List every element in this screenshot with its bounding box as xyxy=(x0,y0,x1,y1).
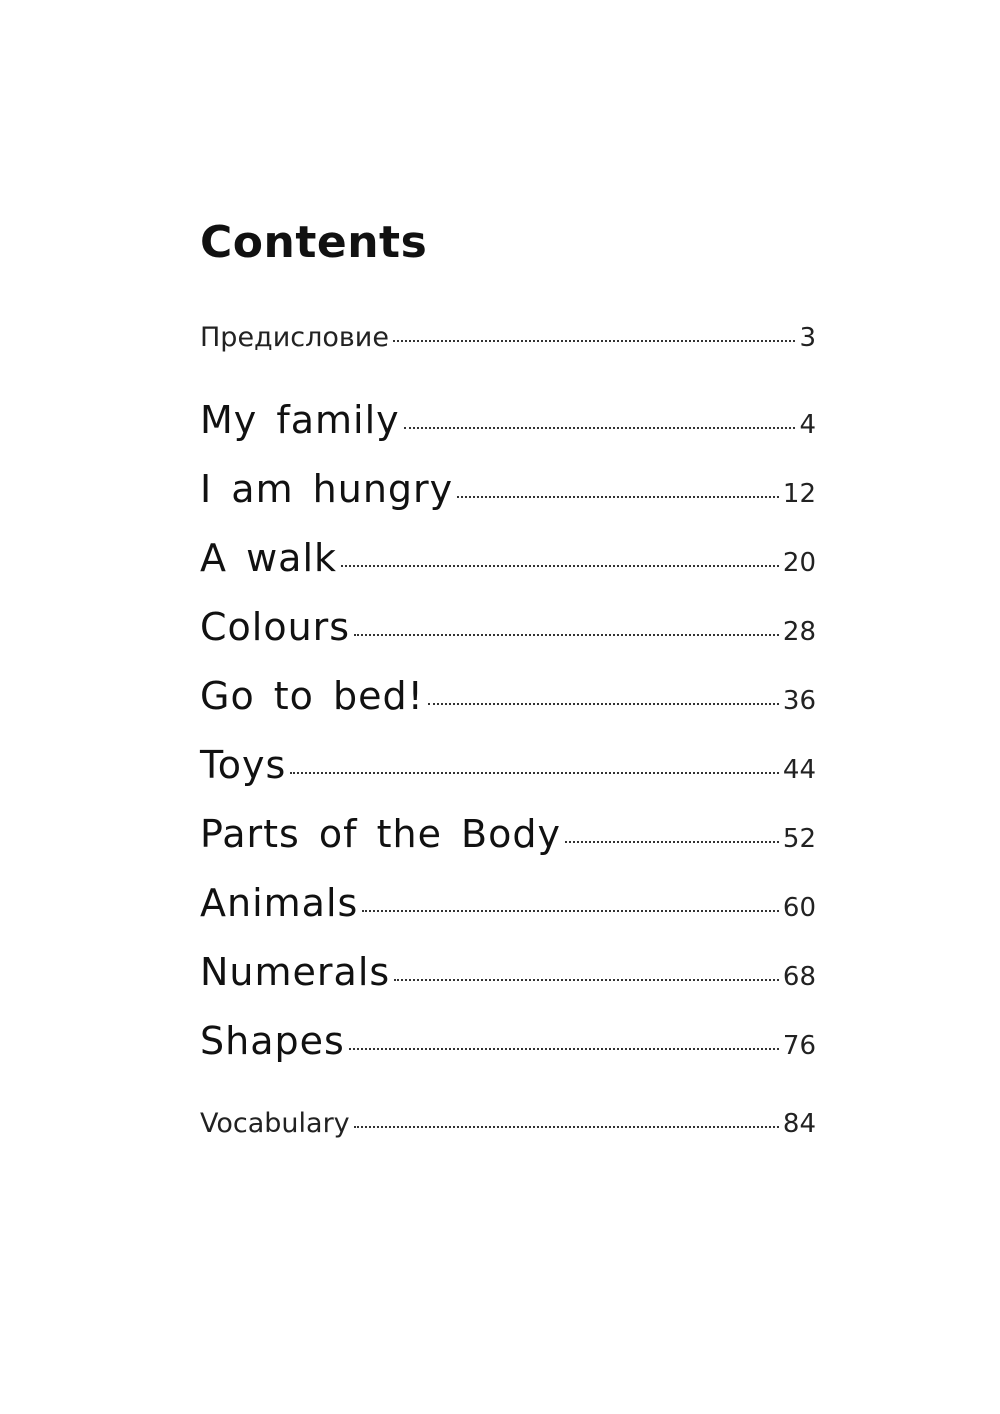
toc-entry-label: Parts of the Body xyxy=(200,812,561,856)
dot-leader xyxy=(457,496,779,498)
toc-entry-numerals xyxy=(200,950,816,994)
toc-entry-preface xyxy=(200,322,816,353)
dot-leader xyxy=(290,772,779,774)
toc-entry-label: Toys xyxy=(200,743,287,787)
dot-leader xyxy=(349,1048,779,1050)
dot-leader xyxy=(393,340,795,342)
toc-entry-label: My family xyxy=(200,398,400,442)
toc-entry-label: Colours xyxy=(200,605,351,649)
toc-entry-label: Предисловие xyxy=(200,322,389,353)
page-title: Contents xyxy=(200,217,428,268)
toc-entry-label: Go to bed! xyxy=(200,674,424,718)
toc-entry-label: I am hungry xyxy=(200,467,454,511)
toc-entry-colours xyxy=(200,605,816,649)
toc-entry-page: 76 xyxy=(782,1031,816,1061)
toc-entry-page: 28 xyxy=(782,617,816,647)
toc-entry-shapes xyxy=(200,1019,816,1063)
dot-leader xyxy=(404,427,796,429)
toc-entry-a-walk xyxy=(200,536,816,580)
toc-entry-label: Shapes xyxy=(200,1019,345,1063)
toc-entry-go-to-bed xyxy=(200,674,816,718)
dot-leader xyxy=(362,910,779,912)
toc-entry-page: 3 xyxy=(799,323,816,353)
toc-entry-page: 68 xyxy=(782,962,816,992)
toc-entry-parts-of-the-body xyxy=(200,812,816,856)
toc-entry-label: A walk xyxy=(200,536,338,580)
toc-entry-label: Numerals xyxy=(200,950,391,994)
toc-entry-page: 60 xyxy=(782,893,816,923)
toc-entry-page: 36 xyxy=(782,686,816,716)
toc-entry-i-am-hungry xyxy=(200,467,816,511)
dot-leader xyxy=(354,634,779,636)
toc-entry-vocabulary xyxy=(200,1108,816,1139)
dot-leader xyxy=(341,565,779,567)
toc-entry-toys xyxy=(200,743,816,787)
toc-entry-page: 12 xyxy=(782,479,816,509)
dot-leader xyxy=(428,703,779,705)
toc-entry-animals xyxy=(200,881,816,925)
toc-entry-page: 52 xyxy=(782,824,816,854)
toc-entry-label: Vocabulary xyxy=(200,1108,350,1139)
dot-leader xyxy=(394,979,779,981)
dot-leader xyxy=(354,1126,779,1128)
toc-entry-page: 84 xyxy=(782,1109,816,1139)
toc-entry-page: 4 xyxy=(799,410,816,440)
toc-entry-label: Animals xyxy=(200,881,359,925)
toc-entry-page: 44 xyxy=(782,755,816,785)
toc-entry-my-family xyxy=(200,398,816,442)
dot-leader xyxy=(565,841,779,843)
toc-entry-page: 20 xyxy=(782,548,816,578)
